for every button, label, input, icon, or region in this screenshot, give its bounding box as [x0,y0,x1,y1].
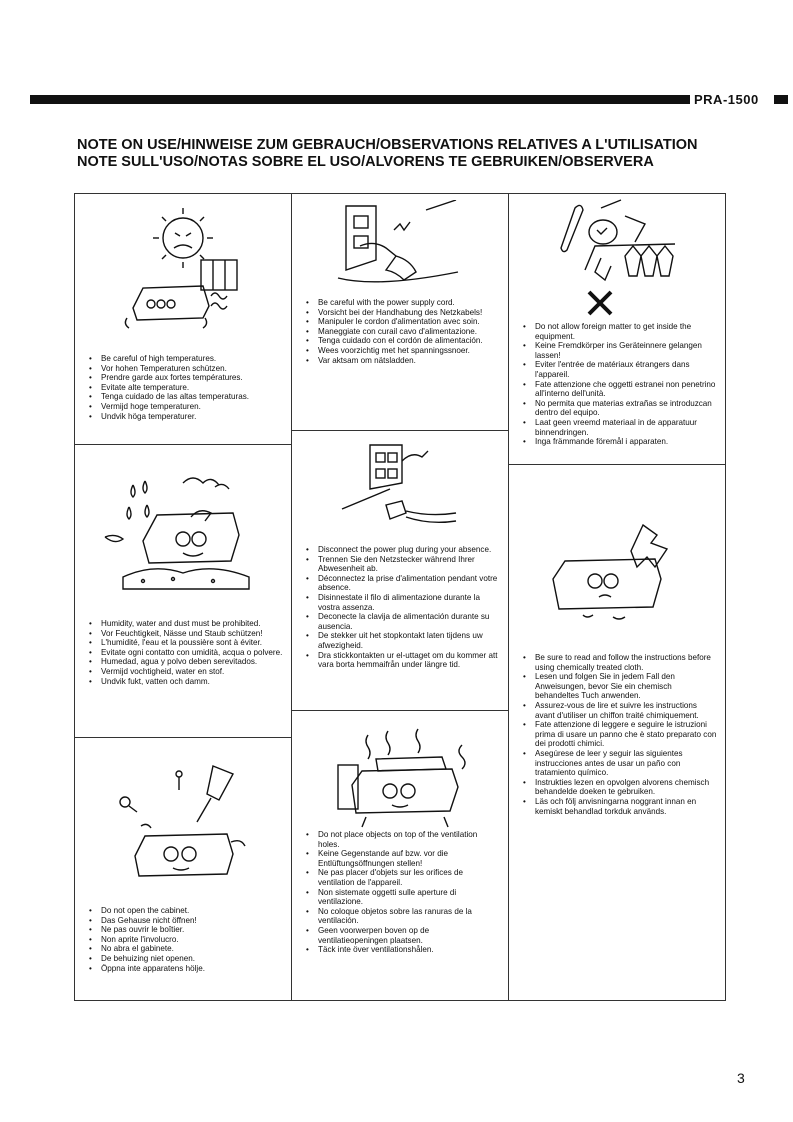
list-item: • Undvik höga temperaturer. [87,412,283,422]
list-item: • Ne pas ouvrir le boîtier. [87,925,283,935]
list-item: • No permita que materias extrañas se introduzcan dentro del equipo. [521,399,717,418]
list-item: • Vermijd hoge temperaturen. [87,402,283,412]
chemical-cloth-illustration [543,523,683,633]
list-item: • Vermijd vochtigheid, water en stof. [87,667,283,677]
list-item: • Tenga cuidado de las altas temperaturas. [87,392,283,402]
list-item: • Non sistemate oggetti sulle aperture di ventilazione. [304,888,500,907]
list-item: • Assurez-vous de lire et suivre les instructions avant d'utiliser un chiffon traité chimiquement. [521,701,717,720]
note-ventilation [292,710,508,1002]
list-item: • Be sure to read and follow the instructions before using chemically treated cloth. [521,653,717,672]
title-line-2: NOTE SULL'USO/NOTAS SOBRE EL USO/ALVORENS TE GEBRUIKEN/OBSERVERA [77,154,654,170]
list-item: • Vor hohen Temperaturen schützen. [87,364,283,374]
list-item: • Evitate alte temperature. [87,383,283,393]
unplugged-outlet-illustration [340,439,460,529]
list-item: • Dra stickkontakten ur el-uttaget om du kommer att vara borta hemmaifrån under längre tid. [304,651,500,670]
sun-heating-amplifier-illustration [113,200,253,340]
note-chemical-cloth [509,464,725,1002]
list-item: • Asegúrese de leer y seguir las siguientes instrucciones antes de usar un paño con tratamiento químico. [521,749,717,778]
list-item: • Trennen Sie den Netzstecker während Ihrer Abwesenheit ab. [304,555,500,574]
list-item: • Fate attenzione che oggetti estranei non penetrino all'interno dell'unità. [521,380,717,399]
list-item: • Das Gehause nicht öffnen! [87,916,283,926]
list-item: • Do not open the cabinet. [87,906,283,916]
note-power-cord [292,194,508,430]
list-item: • Eviter l'entrée de matériaux étrangers dans l'appareil. [521,360,717,379]
list-item: • Undvik fukt, vatten och damm. [87,677,283,687]
list-item: • Be careful with the power supply cord. [304,298,500,308]
screwdriver-amplifier-illustration [115,756,255,886]
list-item: • L'humidité, l'eau et la poussière sont à éviter. [87,638,283,648]
list-item: • Keine Gegenstande auf bzw. vor die Entlüftungsöffnungen stellen! [304,849,500,868]
list-item: • Geen voorwerpen boven op de ventilatieopeningen plaatsen. [304,926,500,945]
list-item: • De behuizing niet openen. [87,954,283,964]
list-item: • Inga främmande föremål i apparaten. [521,437,717,447]
chemical-cloth-notes [521,653,717,816]
cabinet-notes [87,906,283,973]
list-item: • Laat geen vreemd materiaal in de apparatuur binnendringen. [521,418,717,437]
list-item: • Keine Fremdkörper ins Geräteinnere gelangen lassen! [521,341,717,360]
list-item: • Vorsicht bei der Handhabung des Netzkabels! [304,308,500,318]
notes-grid [74,193,726,1001]
temperature-notes [87,354,283,421]
list-item: • Öppna inte apparatens hölje. [87,964,283,974]
list-item: • No coloque objetos sobre las ranuras de la ventilación. [304,907,500,926]
page-title [77,137,698,171]
list-item: • Instrukties lezen en opvolgen alvorens chemisch behandelde doeken te gebruiken. [521,778,717,797]
list-item: • Do not allow foreign matter to get inside the equipment. [521,322,717,341]
note-foreign-matter [509,194,725,464]
list-item: • Var aktsam om nätsladden. [304,356,500,366]
list-item: • No abra el gabinete. [87,944,283,954]
list-item: • Non aprite l'involucro. [87,935,283,945]
list-item: • Humidity, water and dust must be prohibited. [87,619,283,629]
list-item: • Do not place objects on top of the ventilation holes. [304,830,500,849]
list-item: • Disconnect the power plug during your absence. [304,545,500,555]
list-item: • Manipuler le cordon d'alimentation avec soin. [304,317,500,327]
list-item: • Wees voorzichtig met het spanningssnoer. [304,346,500,356]
column-3 [509,194,725,1000]
note-disconnect-plug [292,430,508,710]
list-item: • Maneggiate con curail cavo d'alimentazione. [304,327,500,337]
list-item: • Fate attenzione di leggere e seguire le istruzioni prima di usare un panno che è stato preparato con dei prodotti chimici. [521,720,717,749]
list-item: • Déconnectez la prise d'alimentation pendant votre absence. [304,574,500,593]
list-item: • Lesen und folgen Sie in jedem Fall den Anweisungen, bevor Sie ein chemisch behandeltes Tuch anwenden. [521,672,717,701]
list-item: • Tenga cuidado con el cordón de alimentación. [304,336,500,346]
list-item: • Be careful of high temperatures. [87,354,283,364]
water-dust-amplifier-illustration [103,465,263,595]
humidity-notes [87,619,283,686]
list-item: • Läs och följ anvisningarna noggrant innan en kemiskt behandlad torkduk används. [521,797,717,816]
column-2 [292,194,508,1000]
ventilation-notes [304,830,500,955]
power-cord-notes [304,298,500,365]
list-item: • Disinnestate il filo di alimentazione durante la vostra assenza. [304,593,500,612]
note-open-cabinet [75,737,291,1002]
foreign-objects-illustration [545,198,685,318]
page-number: 3 [737,1070,745,1086]
covered-vents-illustration [332,725,472,835]
list-item: • Humedad, agua y polvo deben serevitados. [87,657,283,667]
disconnect-notes [304,545,500,670]
header-rule-end [774,95,788,104]
list-item: • Ne pas placer d'objets sur les orifices de ventilation de l'appareil. [304,868,500,887]
list-item: • Täck inte över ventilationshålen. [304,945,500,955]
power-cord-outlet-illustration [336,200,466,290]
list-item: • Prendre garde aux fortes températures. [87,373,283,383]
list-item: • Deconecte la clavija de alimentación durante su ausencia. [304,612,500,631]
note-high-temperature [75,194,291,444]
title-line-1: NOTE ON USE/HINWEISE ZUM GEBRAUCH/OBSERVATIONS RELATIVES A L'UTILISATION [77,137,698,153]
foreign-matter-notes [521,322,717,447]
list-item: • De stekker uit het stopkontakt laten tijdens uw afwezigheid. [304,631,500,650]
note-humidity [75,444,291,737]
list-item: • Evitate ogni contatto con umidità, acqua o polvere. [87,648,283,658]
column-1 [75,194,291,1000]
model-name: PRA-1500 [694,92,759,107]
list-item: • Vor Feuchtigkeit, Nässe und Staub schützen! [87,629,283,639]
header-rule [30,95,690,104]
